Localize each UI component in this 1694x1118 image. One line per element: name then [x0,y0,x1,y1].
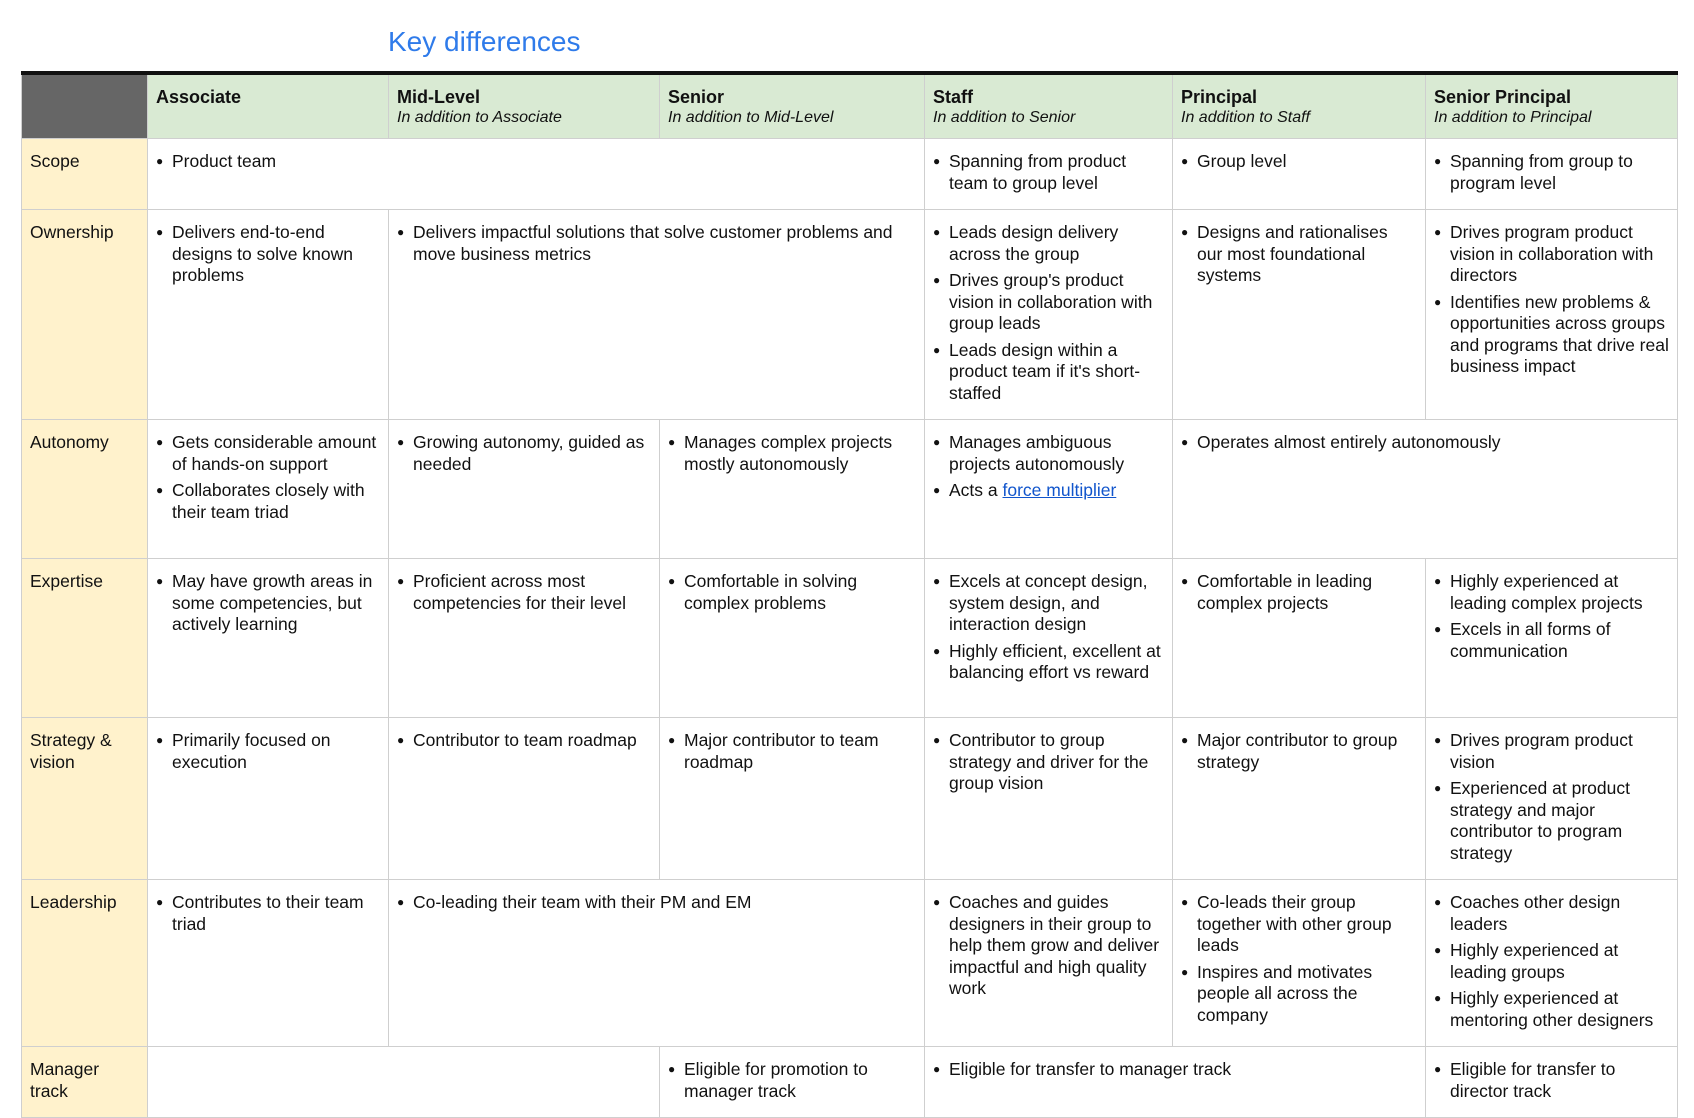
bullet-list [933,571,1164,684]
bullet-item: ● Highly experienced at leading complex projects [1434,571,1669,614]
bullet-item: ● Major contributor to group strategy [1181,730,1417,773]
row-autonomy [22,420,1678,559]
column-subtitle: In addition to Senior [933,109,1076,126]
bullet-list [397,432,651,475]
bullet-item: ● Drives group's product vision in collaboration with group leads [933,270,1164,335]
column-subtitle: In addition to Staff [1181,109,1310,126]
column-subtitle: In addition to Mid-Level [668,109,834,126]
column-header-associate [148,73,389,139]
cell-manager-track-staff-to-principal [925,1047,1426,1118]
bullet-item: ● Comfortable in leading complex projects [1181,571,1417,614]
bullet-item: ● May have growth areas in some competencies, but actively learning [156,571,380,636]
column-header-staff [925,73,1173,139]
cell-manager-track-empty [148,1047,660,1118]
cell-autonomy-staff [925,420,1173,559]
row-label: Scope [22,139,148,210]
row-manager-track [22,1047,1678,1118]
cell-strategy-senior-principal [1426,718,1678,880]
bullet-list [668,432,916,475]
bullet-item: ● Eligible for transfer to director track [1434,1059,1669,1102]
bullet-text: Acts a [949,480,1003,500]
bullet-item: ● Eligible for transfer to manager track [933,1059,1417,1081]
cell-ownership-mid-to-senior [389,210,925,420]
cell-ownership-principal [1173,210,1426,420]
column-title: Mid-Level [397,87,481,107]
bullet-list [397,730,651,752]
bullet-list [1434,151,1669,194]
cell-expertise-staff [925,559,1173,718]
cell-expertise-senior [660,559,925,718]
row-label: Strategy & vision [22,718,148,880]
row-expertise [22,559,1678,718]
bullet-item: ● Leads design within a product team if it's short-staffed [933,340,1164,405]
cell-scope-associate-to-senior [148,139,925,210]
row-label: Leadership [22,880,148,1047]
cell-expertise-mid-level [389,559,660,718]
cell-ownership-staff [925,210,1173,420]
corner-cell [22,73,148,139]
cell-strategy-principal [1173,718,1426,880]
bullet-item [933,480,1164,502]
bullet-list [933,222,1164,404]
row-label: Expertise [22,559,148,718]
bullet-item: ● Operates almost entirely autonomously [1181,432,1669,454]
cell-ownership-senior-principal [1426,210,1678,420]
bullet-list [1434,1059,1669,1102]
bullet-item: ● Drives program product vision [1434,730,1669,773]
bullet-list [668,730,916,773]
bullet-list [156,222,380,287]
bullet-item: ● Inspires and motivates people all across the company [1181,962,1417,1027]
row-scope [22,139,1678,210]
bullet-list [1434,730,1669,864]
bullet-list [1181,571,1417,614]
bullet-item: ● Co-leads their group together with other group leads [1181,892,1417,957]
bullet-list [668,571,916,614]
cell-strategy-mid-level [389,718,660,880]
bullet-list [1434,571,1669,662]
key-differences-table [21,71,1678,1118]
column-header-mid-level [389,73,660,139]
cell-strategy-associate [148,718,389,880]
bullet-item: ● Contributes to their team triad [156,892,380,935]
column-title: Associate [156,87,242,107]
bullet-item: ● Leads design delivery across the group [933,222,1164,265]
bullet-item: ● Major contributor to team roadmap [668,730,916,773]
bullet-item: ● Delivers end-to-end designs to solve known problems [156,222,380,287]
column-header-senior-principal [1426,73,1678,139]
bullet-item: ● Experienced at product strategy and major contributor to program strategy [1434,778,1669,864]
bullet-list [668,1059,916,1102]
bullet-list [1181,730,1417,773]
cell-leadership-senior-principal [1426,880,1678,1047]
bullet-list [156,151,916,173]
row-label: Ownership [22,210,148,420]
page-title: Key differences [388,26,581,57]
bullet-item: ● Collaborates closely with their team triad [156,480,380,523]
row-label: Manager track [22,1047,148,1118]
cell-expertise-associate [148,559,389,718]
bullet-item: ● Proficient across most competencies for their level [397,571,651,614]
bullet-item: ● Gets considerable amount of hands-on support [156,432,380,475]
bullet-list [156,730,380,773]
bullet-item: ● Product team [156,151,916,173]
bullet-list [397,571,651,614]
bullet-item: ● Manages complex projects mostly autonomously [668,432,916,475]
cell-expertise-principal [1173,559,1426,718]
cell-autonomy-senior [660,420,925,559]
cell-leadership-staff [925,880,1173,1047]
row-leadership [22,880,1678,1047]
column-header-senior [660,73,925,139]
bullet-item: ● Contributor to group strategy and driver for the group vision [933,730,1164,795]
bullet-list [1434,892,1669,1031]
bullet-list [397,222,916,265]
column-subtitle: In addition to Associate [397,109,562,126]
cell-scope-staff [925,139,1173,210]
cell-leadership-principal [1173,880,1426,1047]
bullet-list [1181,432,1669,454]
cell-scope-senior-principal [1426,139,1678,210]
bullet-list [156,571,380,636]
cell-expertise-senior-principal [1426,559,1678,718]
cell-autonomy-principal-to-senior-principal [1173,420,1678,559]
cell-scope-principal [1173,139,1426,210]
bullet-item: ● Coaches other design leaders [1434,892,1669,935]
bullet-item: ● Drives program product vision in collaboration with directors [1434,222,1669,287]
bullet-list [1434,222,1669,378]
bullet-item: ● Highly efficient, excellent at balancing effort vs reward [933,641,1164,684]
bullet-list [1181,892,1417,1026]
bullet-item: ● Group level [1181,151,1417,173]
column-header-principal [1173,73,1426,139]
bullet-item: ● Highly experienced at leading groups [1434,940,1669,983]
bullet-list [933,151,1164,194]
column-title: Senior [668,87,725,107]
bullet-item: ● Manages ambiguous projects autonomously [933,432,1164,475]
bullet-list [156,892,380,935]
cell-strategy-staff [925,718,1173,880]
cell-ownership-associate [148,210,389,420]
force-multiplier-link[interactable]: force multiplier [1002,480,1117,500]
column-subtitle: In addition to Principal [1434,109,1592,126]
bullet-list [933,892,1164,1000]
bullet-item: ● Excels at concept design, system design, and interaction design [933,571,1164,636]
row-ownership [22,210,1678,420]
cell-strategy-senior [660,718,925,880]
column-title: Principal [1181,87,1258,107]
header-row [22,73,1678,139]
column-title: Staff [933,87,973,107]
bullet-list [1181,151,1417,173]
cell-leadership-mid-to-senior [389,880,925,1047]
bullet-list [933,1059,1417,1081]
bullet-item: ● Highly experienced at mentoring other designers [1434,988,1669,1031]
cell-autonomy-associate [148,420,389,559]
cell-autonomy-mid-level [389,420,660,559]
bullet-item: ● Comfortable in solving complex problems [668,571,916,614]
bullet-item: ● Contributor to team roadmap [397,730,651,752]
bullet-list [933,730,1164,795]
bullet-item: ● Coaches and guides designers in their group to help them grow and deliver impactful and high quality work [933,892,1164,1000]
bullet-item: ● Primarily focused on execution [156,730,380,773]
bullet-item: ● Delivers impactful solutions that solve customer problems and move business metrics [397,222,916,265]
bullet-list [933,432,1164,502]
bullet-item: ● Identifies new problems & opportunities across groups and programs that drive real business impact [1434,292,1669,378]
cell-leadership-associate [148,880,389,1047]
bullet-list [397,892,916,914]
bullet-item: ● Spanning from group to program level [1434,151,1669,194]
bullet-item: ● Excels in all forms of communication [1434,619,1669,662]
bullet-item: ● Growing autonomy, guided as needed [397,432,651,475]
row-strategy-vision [22,718,1678,880]
cell-manager-track-senior-principal [1426,1047,1678,1118]
bullet-list [156,432,380,523]
bullet-item: ● Eligible for promotion to manager track [668,1059,916,1102]
bullet-item: ● Spanning from product team to group level [933,151,1164,194]
row-label: Autonomy [22,420,148,559]
bullet-list [1181,222,1417,287]
bullet-item: ● Designs and rationalises our most foundational systems [1181,222,1417,287]
column-title: Senior Principal [1434,87,1572,107]
cell-manager-track-senior [660,1047,925,1118]
bullet-item: ● Co-leading their team with their PM and EM [397,892,916,914]
